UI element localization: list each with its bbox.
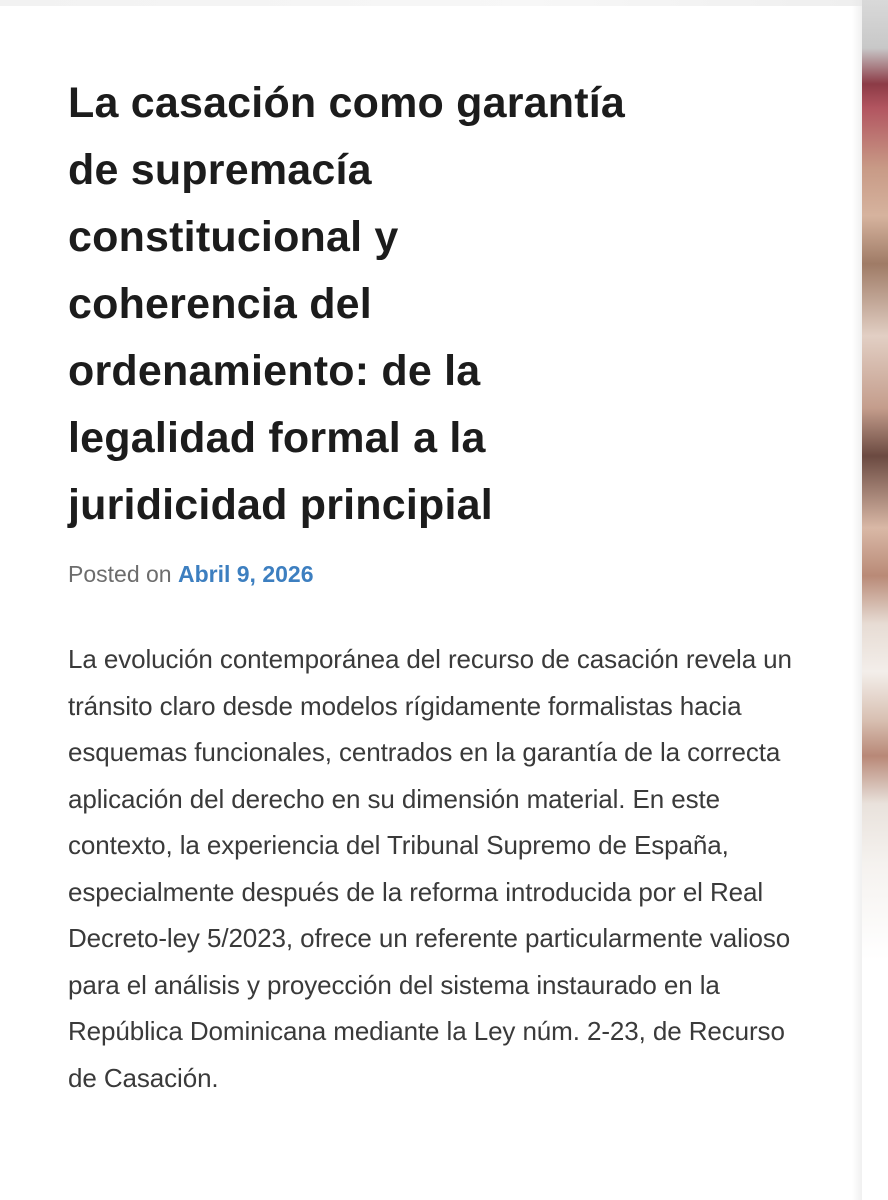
sidebar-photo-strip xyxy=(862,0,888,1200)
article xyxy=(68,70,808,1127)
article-body: La evolución contemporánea del recurso de casación revela un tránsito claro desde modelos rígidamente formalistas hacia esquemas funcionales, centrados en la garantía de la correcta aplicación del derecho en su dimensión material. En este contexto, la experiencia del Tribunal Supremo de España, especialmente después de la reforma introducida por el Real Decreto-ley 5/2023, ofrece un referente particularmente valioso para el análisis y proyección del sistema instaurado en la República Dominicana mediante la Ley núm. 2-23, de Recurso de Casación. xyxy=(68,644,792,1093)
posted-label: Posted on xyxy=(68,561,172,587)
post-meta xyxy=(68,561,808,588)
article-title: La casación como garantía de supremacía constitucional y coherencia del ordenamiento: de la legalidad formal a la juridicidad principial xyxy=(68,79,626,529)
post-date-link[interactable]: Abril 9, 2026 xyxy=(177,561,314,587)
top-bar xyxy=(0,0,888,6)
side-shadow xyxy=(852,0,862,1200)
